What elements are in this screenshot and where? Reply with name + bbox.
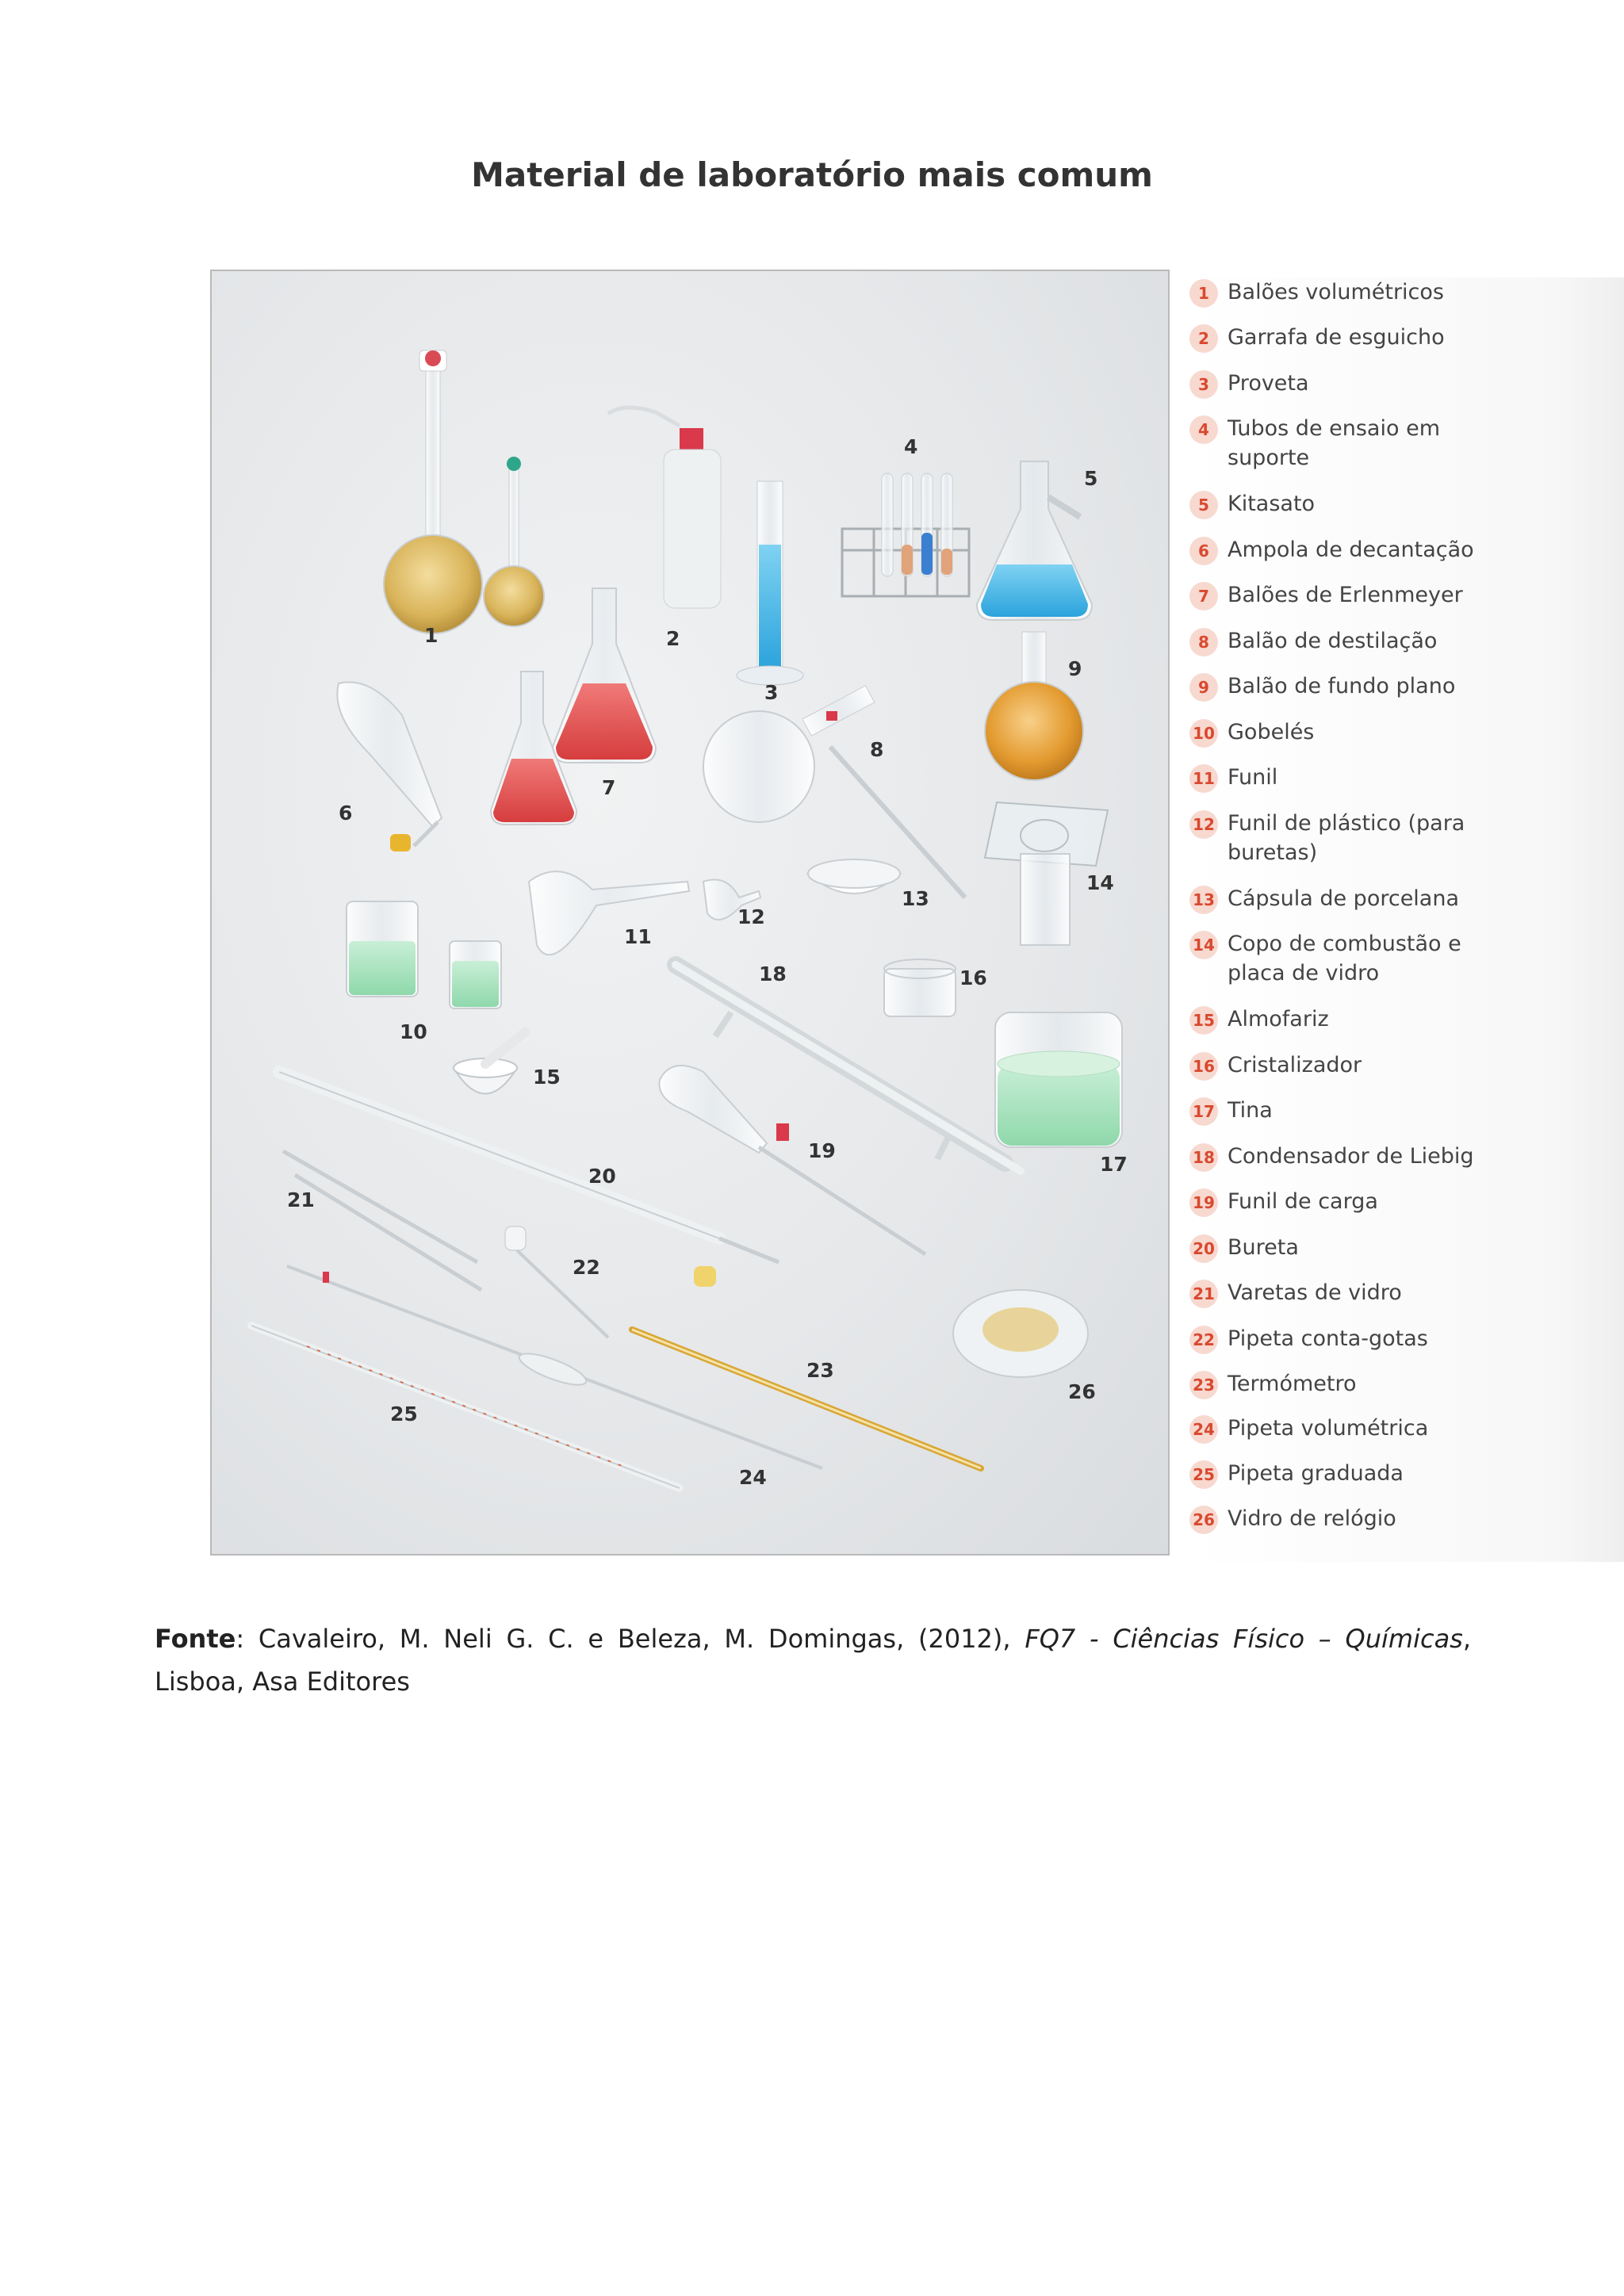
legend-number: 23 — [1189, 1371, 1218, 1399]
callout-1: 1 — [424, 624, 439, 647]
source-label: Fonte — [155, 1624, 236, 1654]
legend-item — [1189, 414, 1481, 473]
callout-4: 4 — [904, 435, 918, 458]
legend-number: 4 — [1189, 415, 1218, 444]
legend-item — [1189, 369, 1481, 399]
callout-14: 14 — [1086, 871, 1114, 894]
legend-item — [1189, 323, 1481, 353]
legend-number: 24 — [1189, 1415, 1218, 1444]
legend-item — [1189, 763, 1481, 793]
legend-label: Tubos de ensaio em suporte — [1228, 416, 1440, 470]
legend-item — [1189, 718, 1481, 748]
callout-25: 25 — [390, 1402, 418, 1425]
legend-label: Cristalizador — [1228, 1053, 1362, 1077]
legend-item — [1189, 1096, 1481, 1126]
legend-number: 5 — [1189, 491, 1218, 519]
callout-6: 6 — [339, 802, 353, 825]
callout-21: 21 — [287, 1188, 315, 1211]
legend-number: 10 — [1189, 719, 1218, 748]
legend-number: 9 — [1189, 673, 1218, 702]
graduated-cylinder — [737, 481, 803, 685]
legend-item — [1189, 580, 1481, 610]
page-title: Material de laboratório mais comum — [471, 155, 1153, 194]
lab-equipment-photo — [210, 270, 1170, 1556]
callout-24: 24 — [739, 1466, 767, 1489]
legend-label: Funil de carga — [1228, 1189, 1378, 1214]
wash-bottle — [608, 408, 721, 608]
legend-number: 20 — [1189, 1234, 1218, 1263]
legend-number: 19 — [1189, 1188, 1218, 1217]
legend-label: Garrafa de esguicho — [1228, 325, 1445, 350]
legend-item — [1189, 535, 1481, 565]
legend-item — [1189, 1142, 1481, 1172]
callout-22: 22 — [573, 1256, 600, 1279]
legend-number: 2 — [1189, 324, 1218, 353]
legend-label: Ampola de decantação — [1228, 538, 1474, 562]
callout-2: 2 — [666, 627, 680, 650]
legend-item — [1189, 1233, 1481, 1263]
legend-label: Pipeta volumétrica — [1228, 1416, 1429, 1441]
watch-glass — [953, 1290, 1088, 1377]
legend-item — [1189, 929, 1481, 988]
legend-item — [1189, 672, 1481, 702]
legend-number: 6 — [1189, 537, 1218, 565]
legend-label: Proveta — [1228, 371, 1309, 396]
source-book-title: FQ7 - Ciências Físico – Químicas — [1025, 1624, 1463, 1654]
mortar-and-pestle — [454, 1032, 525, 1094]
funnel — [529, 871, 689, 955]
callout-26: 26 — [1068, 1380, 1096, 1403]
callout-3: 3 — [764, 681, 779, 704]
callout-13: 13 — [902, 887, 929, 910]
legend-number: 15 — [1189, 1006, 1218, 1035]
legend-number: 3 — [1189, 370, 1218, 399]
legend-label: Balões volumétricos — [1228, 280, 1444, 304]
legend-label: Pipeta graduada — [1228, 1461, 1404, 1486]
legend-item — [1189, 884, 1481, 914]
crystallizing-dish — [884, 959, 956, 1016]
legend-number: 7 — [1189, 582, 1218, 610]
legend-label: Vidro de relógio — [1228, 1506, 1396, 1531]
legend-item — [1189, 1324, 1481, 1354]
flat-bottom-flask — [985, 632, 1083, 780]
equipment-legend — [1189, 277, 1624, 1562]
legend-label: Bureta — [1228, 1235, 1299, 1260]
legend-label: Gobelés — [1228, 720, 1315, 744]
buchner-flask — [977, 461, 1092, 620]
callout-10: 10 — [400, 1020, 427, 1043]
legend-item — [1189, 1369, 1481, 1399]
legend-item — [1189, 809, 1481, 867]
callout-15: 15 — [533, 1066, 561, 1089]
callout-7: 7 — [602, 776, 616, 799]
legend-number: 16 — [1189, 1052, 1218, 1081]
legend-label: Cápsula de porcelana — [1228, 886, 1460, 911]
legend-number: 12 — [1189, 810, 1218, 839]
legend-label: Condensador de Liebig — [1228, 1144, 1474, 1169]
source-authors: Cavaleiro, M. Neli G. C. e Beleza, M. Domingas, (2012), — [258, 1624, 1025, 1654]
tub — [995, 1012, 1122, 1147]
callout-23: 23 — [806, 1359, 834, 1382]
legend-label: Funil — [1228, 765, 1278, 790]
legend-label: Balão de fundo plano — [1228, 674, 1456, 698]
legend-number: 18 — [1189, 1143, 1218, 1172]
legend-label: Funil de plástico (para buretas) — [1228, 811, 1465, 865]
legend-item — [1189, 1187, 1481, 1217]
legend-label: Kitasato — [1228, 492, 1316, 516]
legend-number: 13 — [1189, 886, 1218, 914]
dropper-pipette — [505, 1226, 608, 1337]
source-publisher: , Lisboa, Asa Editores — [155, 1624, 1472, 1697]
legend-item — [1189, 489, 1481, 519]
callout-20: 20 — [588, 1165, 616, 1188]
thermometer — [632, 1330, 981, 1468]
callout-9: 9 — [1068, 657, 1082, 680]
legend-number: 26 — [1189, 1506, 1218, 1534]
legend-label: Tina — [1228, 1098, 1273, 1123]
separatory-funnel — [337, 682, 442, 851]
graduated-pipette — [251, 1326, 680, 1488]
legend-label: Almofariz — [1228, 1007, 1329, 1031]
source-separator: : — [236, 1624, 259, 1654]
legend-item — [1189, 1004, 1481, 1035]
legend-label: Balão de destilação — [1228, 629, 1438, 653]
source-citation — [155, 1617, 1471, 1703]
legend-item — [1189, 1050, 1481, 1081]
legend-number: 11 — [1189, 764, 1218, 793]
liebig-condenser — [676, 965, 1021, 1171]
beakers — [347, 901, 501, 1008]
legend-item — [1189, 1278, 1481, 1308]
legend-label: Termómetro — [1228, 1372, 1357, 1396]
legend-number: 17 — [1189, 1097, 1218, 1126]
legend-label: Copo de combustão e placa de vidro — [1228, 932, 1461, 985]
legend-number: 22 — [1189, 1326, 1218, 1354]
legend-item — [1189, 626, 1481, 656]
callout-17: 17 — [1100, 1153, 1128, 1176]
test-tubes — [882, 473, 952, 576]
legend-number: 25 — [1189, 1460, 1218, 1489]
callout-16: 16 — [959, 966, 987, 989]
legend-number: 1 — [1189, 279, 1218, 308]
legend-number: 8 — [1189, 628, 1218, 656]
callout-8: 8 — [870, 738, 884, 761]
callout-18: 18 — [759, 962, 787, 985]
porcelain-dish — [808, 859, 900, 894]
callout-12: 12 — [737, 905, 765, 928]
callout-19: 19 — [808, 1139, 836, 1162]
legend-item — [1189, 277, 1481, 308]
glass-rods — [283, 1151, 481, 1290]
volumetric-flasks — [384, 350, 544, 633]
legend-item — [1189, 1504, 1481, 1534]
lab-equipment-illustration — [212, 271, 1168, 1554]
callout-5: 5 — [1084, 467, 1098, 490]
legend-label: Varetas de vidro — [1228, 1280, 1402, 1305]
legend-number: 21 — [1189, 1280, 1218, 1308]
legend-item — [1189, 1414, 1481, 1444]
legend-label: Pipeta conta-gotas — [1228, 1326, 1428, 1351]
legend-number: 14 — [1189, 931, 1218, 959]
legend-label: Balões de Erlenmeyer — [1228, 583, 1463, 607]
legend-item — [1189, 1459, 1481, 1489]
callout-11: 11 — [624, 925, 652, 948]
